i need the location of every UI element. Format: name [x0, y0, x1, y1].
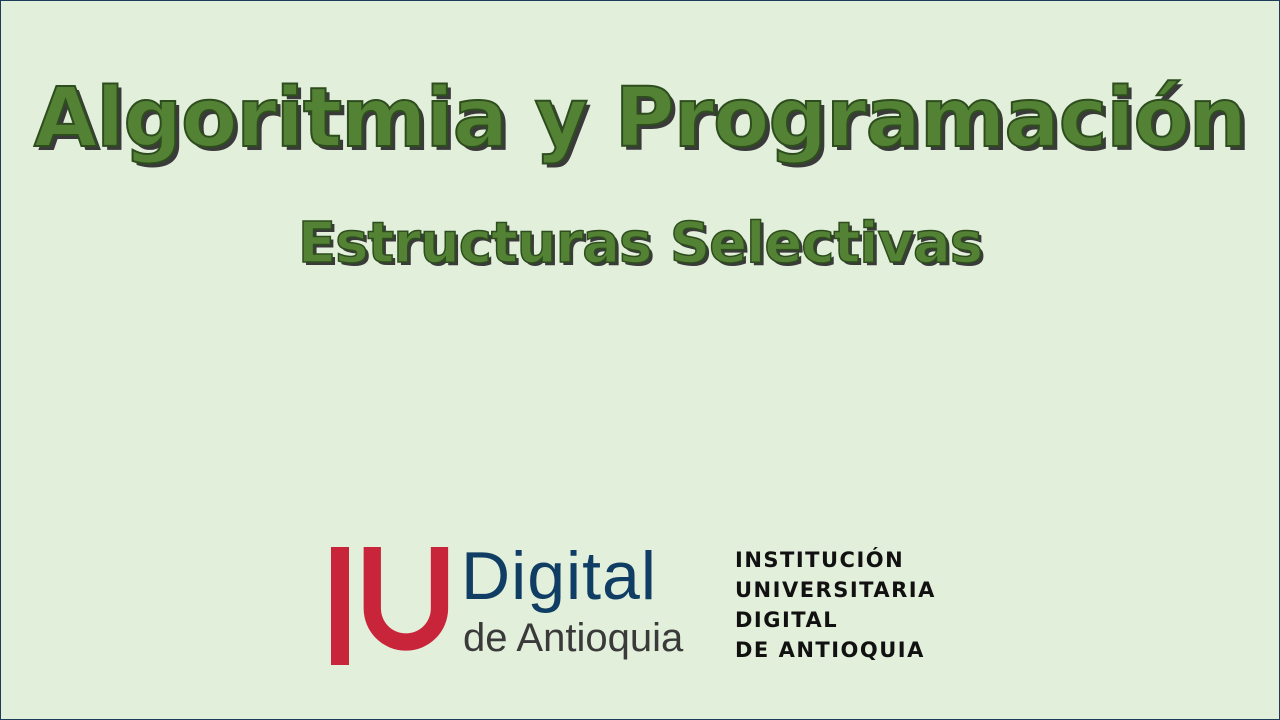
logo-brand-digital: Digital [461, 538, 657, 614]
slide-subtitle: Estructuras Selectivas [297, 211, 983, 276]
iu-logo-mark-icon [331, 547, 451, 667]
logo-institution-name [735, 545, 936, 665]
institution-line: DIGITAL [735, 608, 839, 632]
iu-digital-logo [331, 538, 971, 671]
logo-brand-antioquia: de Antioquia [463, 616, 684, 660]
slide-title: Algoritmia y Programación [33, 71, 1247, 166]
institution-line: DE ANTIOQUIA [735, 638, 925, 662]
institution-line: INSTITUCIÓN [735, 548, 905, 572]
institution-line: UNIVERSITARIA [735, 578, 936, 602]
